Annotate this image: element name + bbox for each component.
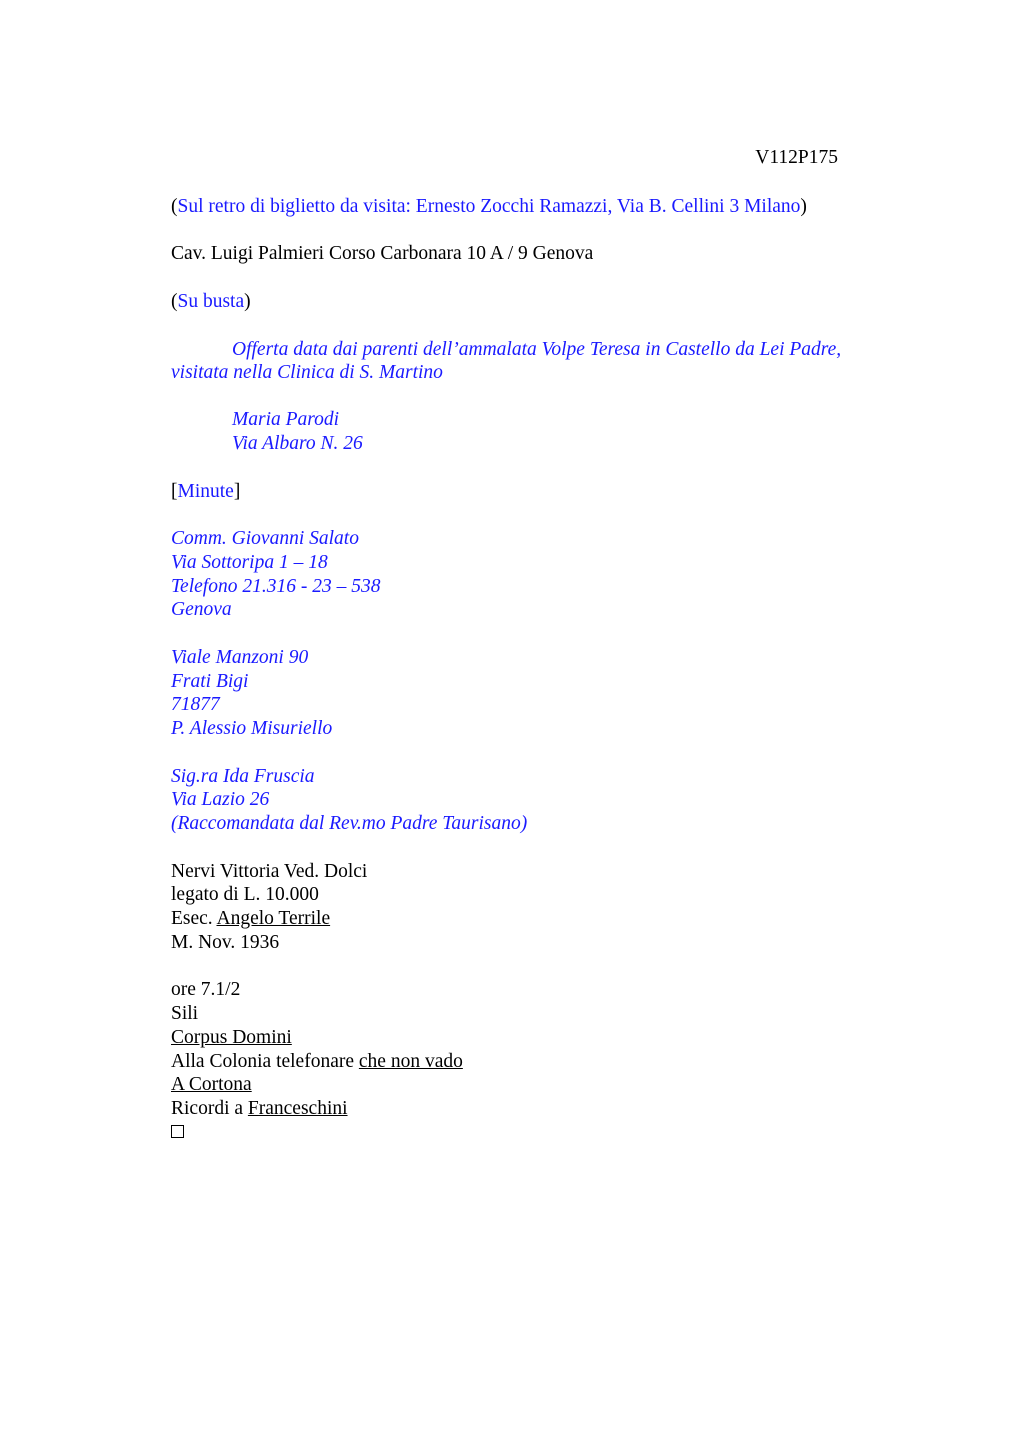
minute-heading: [171, 480, 240, 504]
minute-text: Minute: [177, 481, 234, 502]
visit-card-text: Sul retro di biglietto da visita: Ernesto Zocchi Ramazzi, Via B. Cellini 3 Milano: [177, 196, 801, 217]
ricordi-prefix: Ricordi a: [171, 1098, 248, 1119]
nervi-line: M. Nov. 1936: [171, 932, 280, 953]
ricordi-underlined: Franceschini: [247, 1098, 348, 1119]
fruscia-line: (Raccomandata dal Rev.mo Padre Taurisano): [171, 813, 528, 834]
note-line: ore 7.1/2: [171, 979, 241, 1000]
paren-close: ): [244, 291, 251, 312]
envelope-note: [171, 290, 251, 314]
parodi-address: Via Albaro N. 26: [232, 433, 363, 454]
palmieri-address: Cav. Luigi Palmieri Corso Carbonara 10 A / 9 Genova: [171, 243, 594, 264]
colonia-prefix: Alla Colonia telefonare: [171, 1051, 359, 1072]
nervi-line: legato di L. 10.000: [171, 884, 319, 905]
offer-line-2: visitata nella Clinica di S. Martino: [171, 362, 443, 383]
paren-close: ): [800, 196, 807, 217]
bracket-close: ]: [233, 481, 241, 502]
salato-line: Genova: [171, 599, 232, 620]
manzoni-line: P. Alessio Misuriello: [171, 718, 333, 739]
paren-open: (: [171, 196, 178, 217]
checkbox-square-icon: [171, 1125, 184, 1138]
nervi-line: Nervi Vittoria Ved. Dolci: [171, 861, 368, 882]
envelope-text: Su busta: [177, 291, 245, 312]
note-line: A Cortona: [171, 1074, 252, 1095]
reference-code: V112P175: [755, 147, 838, 168]
note-line: Corpus Domini: [171, 1027, 292, 1048]
note-line: Sili: [171, 1003, 199, 1024]
salato-line: Telefono 21.316 - 23 – 538: [171, 576, 381, 597]
note-line: [171, 1050, 463, 1074]
salato-line: Comm. Giovanni Salato: [171, 528, 359, 549]
fruscia-line: Via Lazio 26: [171, 789, 270, 810]
checkbox-line: [171, 1121, 184, 1145]
executor-line: [171, 907, 330, 931]
colonia-underlined: che non vado: [358, 1051, 463, 1072]
visit-card-note: [171, 195, 807, 219]
executor-prefix: Esec.: [171, 908, 217, 929]
executor-name: Angelo Terrile: [216, 908, 331, 929]
note-line: [171, 1097, 348, 1121]
fruscia-line: Sig.ra Ida Fruscia: [171, 766, 315, 787]
manzoni-line: Viale Manzoni 90: [171, 647, 309, 668]
bracket-open: [: [171, 481, 178, 502]
paren-open: (: [171, 291, 178, 312]
manzoni-line: Frati Bigi: [171, 671, 249, 692]
parodi-name: Maria Parodi: [232, 409, 340, 430]
manzoni-line: 71877: [171, 694, 220, 715]
offer-line-1: Offerta data dai parenti dell’ammalata Volpe Teresa in Castello da Lei Padre,: [232, 339, 842, 360]
salato-line: Via Sottoripa 1 – 18: [171, 552, 328, 573]
